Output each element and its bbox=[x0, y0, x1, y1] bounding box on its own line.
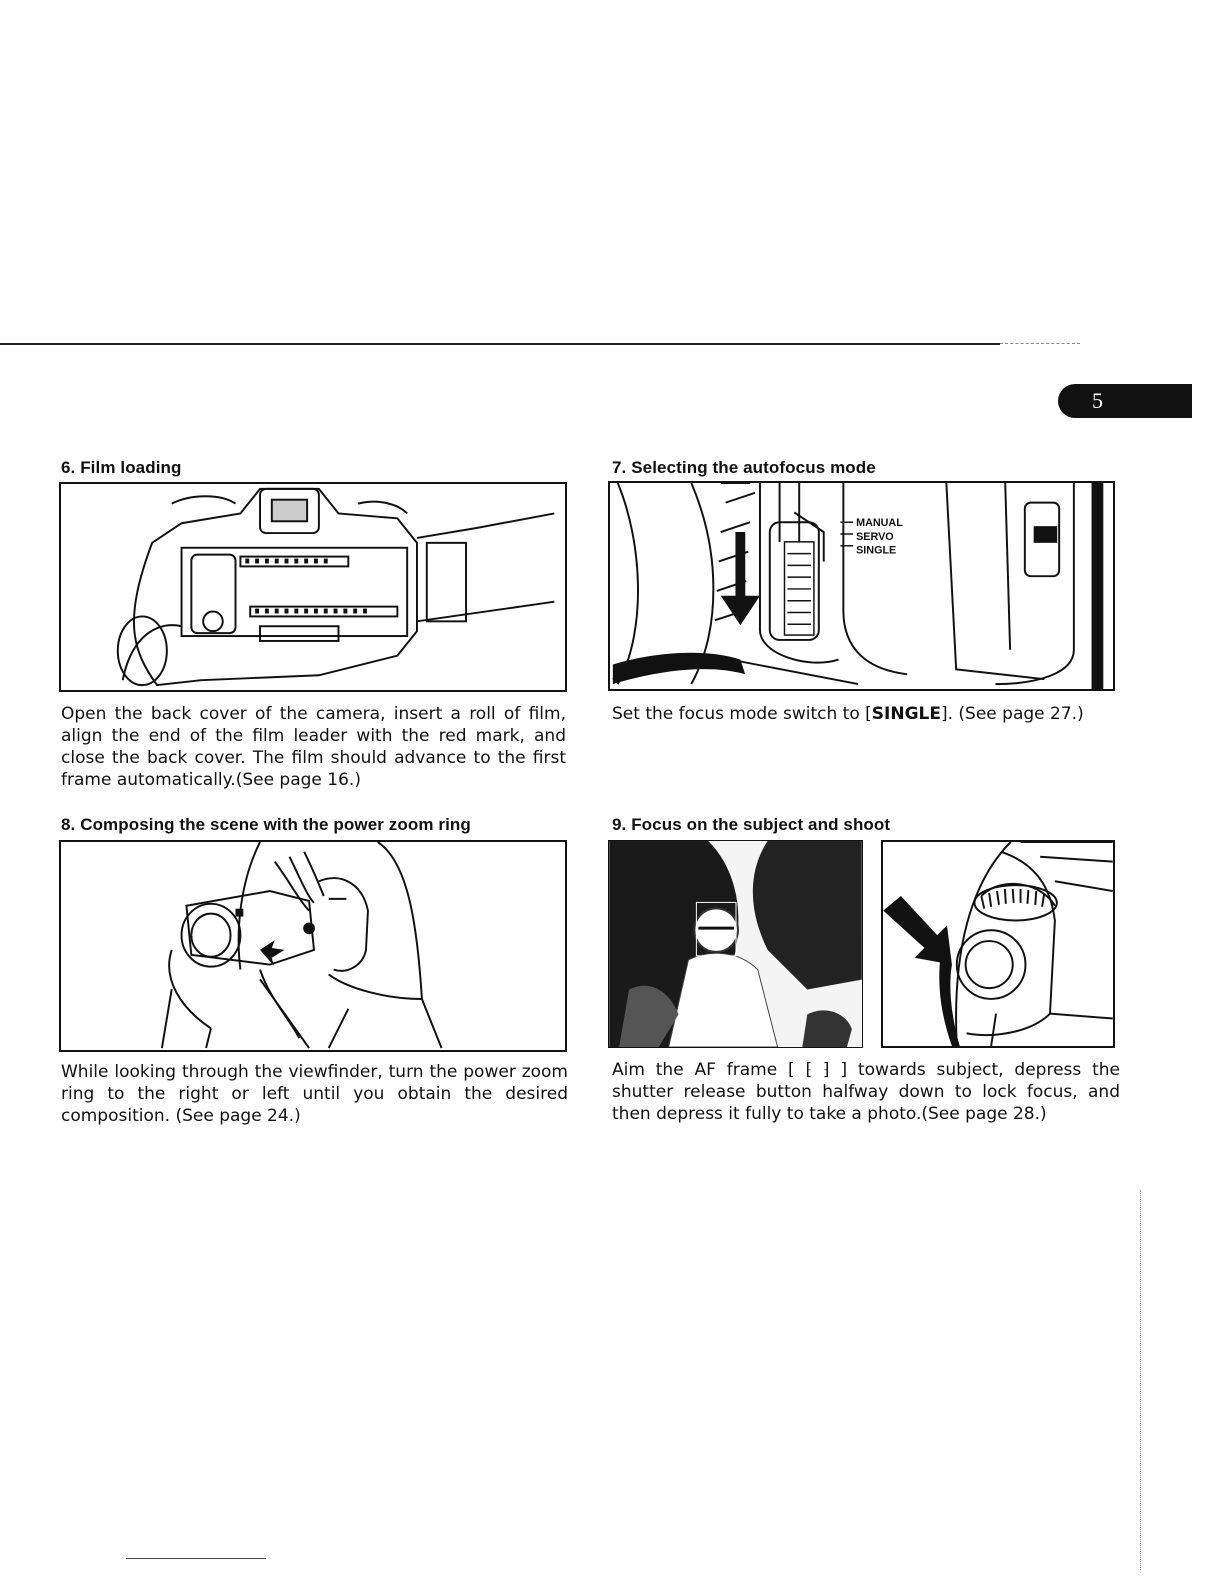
shutter-release-illustration bbox=[881, 840, 1115, 1048]
autofocus-switch-illustration bbox=[608, 481, 1115, 691]
focus-shoot-text: Aim the AF frame [ ⁅ ⁆ ] towards subject, depress the shutter release button halfway down to lock focus, and then depress it fully to take a photo.(See page 28.) bbox=[612, 1060, 1120, 1124]
camera-back-illustration bbox=[61, 484, 565, 690]
power-zoom-text: While looking through the viewfinder, turn the power zoom ring to the right or left until you obtain the desired composition. (See page 24.) bbox=[61, 1062, 568, 1126]
subject-photo bbox=[608, 840, 863, 1048]
heading-film-loading: 6. Film loading bbox=[61, 458, 182, 477]
top-rule-faint bbox=[1000, 343, 1080, 344]
page-edge-mark bbox=[1140, 1190, 1141, 1570]
heading-autofocus-mode: 7. Selecting the autofocus mode bbox=[612, 458, 876, 477]
film-loading-illustration bbox=[59, 482, 567, 692]
switch-label-single: SINGLE bbox=[856, 544, 897, 557]
bottom-rule bbox=[126, 1558, 266, 1559]
page-number-tab bbox=[1058, 384, 1192, 418]
top-rule bbox=[0, 343, 1000, 345]
shutter-button-illustration bbox=[883, 842, 1113, 1046]
switch-label-manual: MANUAL bbox=[856, 517, 903, 530]
heading-power-zoom: 8. Composing the scene with the power zoom ring bbox=[61, 815, 471, 834]
autofocus-text-single: SINGLE bbox=[871, 704, 941, 724]
heading-focus-shoot: 9. Focus on the subject and shoot bbox=[612, 815, 891, 834]
page-number: 5 bbox=[1092, 388, 1103, 413]
autofocus-text-suffix: ]. (See page 27.) bbox=[940, 704, 1084, 724]
portrait-photo bbox=[609, 841, 862, 1047]
zoom-ring-illustration bbox=[61, 842, 565, 1050]
switch-label-servo: SERVO bbox=[856, 530, 894, 543]
autofocus-text-prefix: Set the focus mode switch to [ bbox=[612, 704, 872, 724]
autofocus-mode-text bbox=[612, 703, 1118, 725]
power-zoom-illustration bbox=[59, 840, 567, 1052]
film-loading-text: Open the back cover of the camera, insert a roll of film, align the end of the film leader with the red mark, and close the back cover. The film should advance to the first frame automatically.(See page 16.) bbox=[61, 704, 566, 790]
focus-switch-illustration bbox=[610, 483, 1113, 689]
